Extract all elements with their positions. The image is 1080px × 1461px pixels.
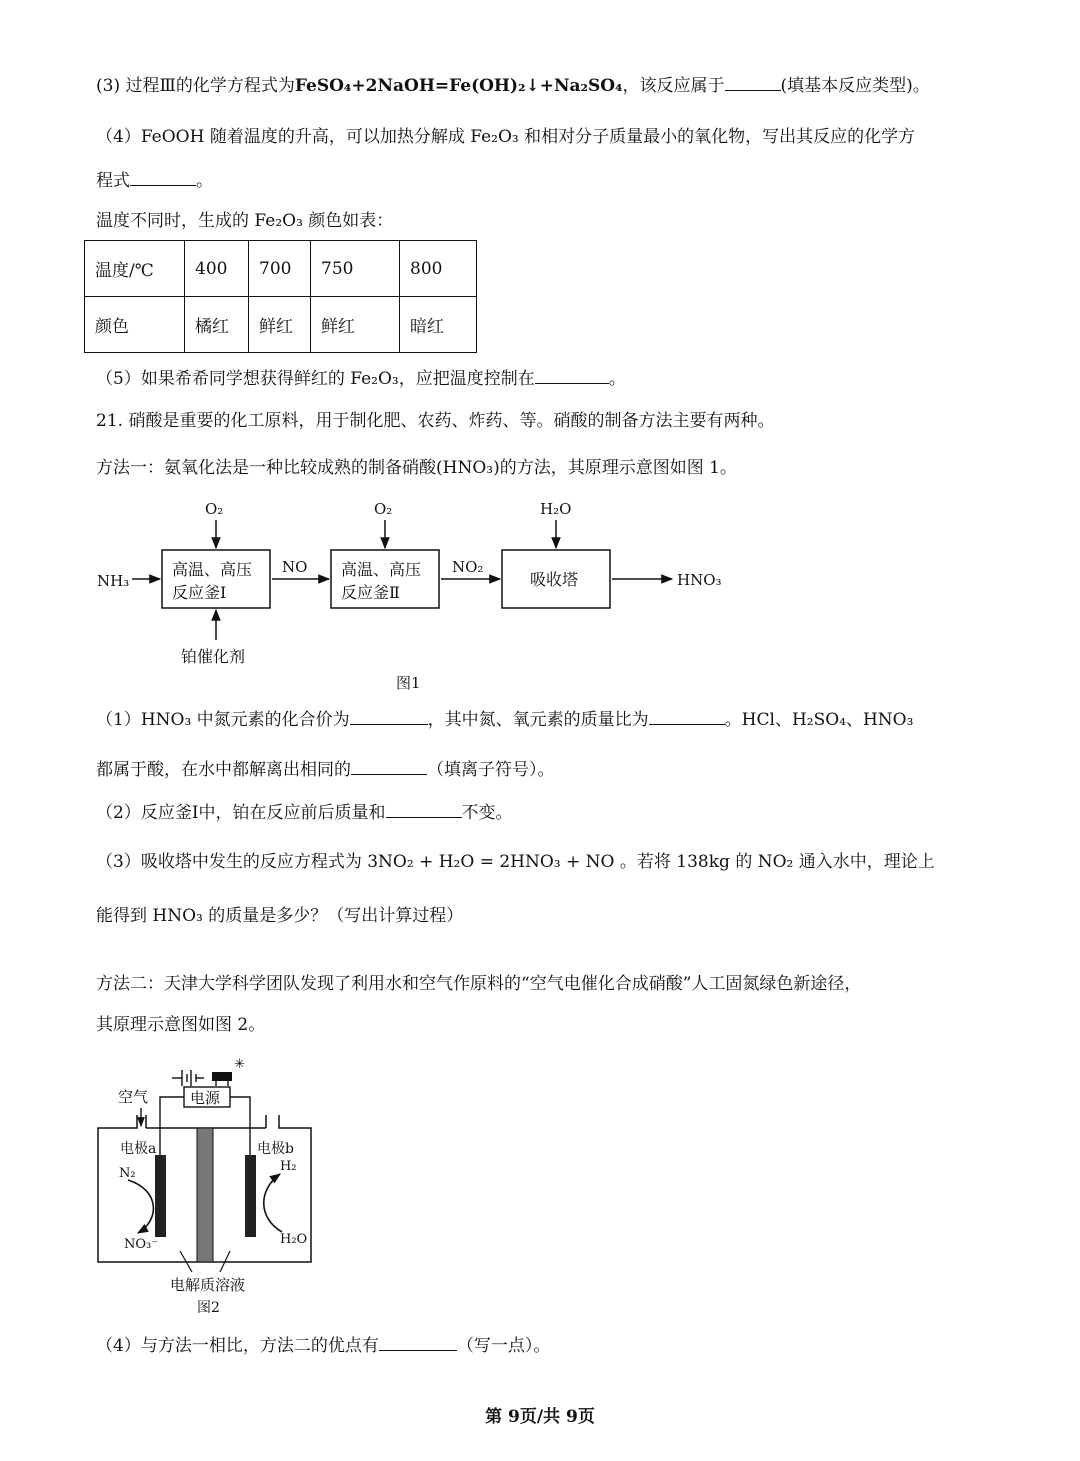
answer-blank[interactable] (350, 708, 428, 725)
q20-part3-equation: FeSO₄+2NaOH=Fe(OH)₂↓+Na₂SO₄ (294, 76, 623, 96)
answer-blank[interactable] (386, 801, 462, 818)
h2o-label-fig2: H₂O (280, 1232, 308, 1247)
air-label: 空气 (118, 1088, 149, 1106)
q21-part4-a: （4）与方法一相比，方法二的优点有 (96, 1336, 379, 1356)
q20-part5 (96, 367, 626, 391)
q21-part2-a: （2）反应釜Ⅰ中，铂在反应前后质量和 (96, 803, 386, 823)
h2o-label: H₂O (540, 500, 572, 518)
catalyst-label: 铂催化剂 (181, 647, 246, 666)
o2-label-1: O₂ (205, 500, 224, 518)
answer-blank[interactable] (130, 169, 196, 186)
table-cell: 橘红 (185, 297, 249, 353)
q21-part2-b: 不变。 (461, 803, 513, 823)
table-row (85, 241, 477, 297)
lamp-icon (212, 1057, 245, 1086)
table-cell: 400 (185, 241, 249, 297)
q21-method2: 方法二：天津大学科学团队发现了利用水和空气作原料的“空气电催化合成硝酸”人工固氮绿色新途径， (96, 974, 862, 994)
q20-part3-prefix: (3) 过程Ⅲ的化学方程式为 (96, 76, 295, 96)
answer-blank[interactable] (725, 74, 781, 91)
temperature-color-table (84, 240, 477, 353)
answer-blank[interactable] (649, 708, 725, 725)
wire-left (160, 1097, 184, 1155)
reactor-1-line2: 反应釜Ⅰ (172, 583, 227, 602)
wire-right (230, 1097, 250, 1155)
q21-intro: 21. 硝酸是重要的化工原料，用于制化肥、农药、炸药、等。硝酸的制备方法主要有两种。 (96, 411, 775, 431)
q21-part1-c: 。HCl、H₂SO₄、HNO₃ (724, 710, 914, 730)
q21-part1-b: ，其中氮、氧元素的质量比为 (427, 710, 649, 730)
table-row (85, 297, 477, 353)
h2-label: H₂ (280, 1159, 297, 1174)
electrode-a (155, 1155, 166, 1237)
q20-part3-tail: (填基本反应类型)。 (780, 76, 930, 96)
no2-label: NO₂ (452, 558, 484, 576)
arrow-h2o-to-h2 (264, 1174, 282, 1232)
figure2-electrolysis-diagram (0, 1050, 400, 1325)
table-cell: 750 (311, 241, 400, 297)
answer-blank[interactable] (535, 367, 609, 384)
q20-part5-end: 。 (608, 369, 626, 389)
svg-text:✳: ✳ (234, 1057, 245, 1072)
table-cell: 温度/℃ (85, 241, 185, 297)
power-label: 电源 (190, 1089, 221, 1107)
o2-label-2: O₂ (374, 500, 393, 518)
q21-part3: （3）吸收塔中发生的反应方程式为 3NO₂ + H₂O = 2HNO₃ + NO 。若将 138kg 的 NO₂ 通入水中，理论上 (96, 852, 935, 872)
q20-part4-end: 。 (196, 171, 213, 191)
answer-blank[interactable] (379, 1334, 457, 1351)
reactor-1-line1: 高温、高压 (172, 560, 253, 579)
figure2-caption: 图2 (197, 1300, 220, 1316)
q21-part1-cont (96, 758, 555, 782)
figure1-caption: 图1 (396, 674, 421, 692)
table-cell: 700 (249, 241, 311, 297)
electrolyte-label: 电解质溶液 (170, 1276, 246, 1294)
battery-icon (172, 1070, 204, 1086)
q20-part3 (96, 74, 930, 98)
table-cell: 暗红 (400, 297, 477, 353)
electrode-b-label: 电极b (257, 1141, 294, 1157)
q21-part1-a: （1）HNO₃ 中氮元素的化合价为 (96, 710, 350, 730)
q21-part3-cont: 能得到 HNO₃ 的质量是多少？（写出计算过程） (96, 906, 464, 926)
figure1-flow-diagram (0, 490, 1080, 700)
arrow-n2-to-no3 (128, 1180, 153, 1233)
q20-part3-suffix: ，该反应属于 (622, 76, 725, 96)
q20-part4 (96, 125, 915, 149)
q21-part4-b: （写一点）。 (456, 1336, 551, 1356)
q20-part4-text: （4）FeOOH 随着温度的升高，可以加热分解成 Fe₂O₃ 和相对分子质量最小的氧化物，写出其反应的化学方 (96, 127, 916, 147)
q21-part1-d: 都属于酸，在水中都解离出相同的 (96, 760, 351, 780)
q21-method2-cont: 其原理示意图如图 2。 (96, 1015, 266, 1035)
table-cell: 鲜红 (249, 297, 311, 353)
no3-label: NO₃⁻ (124, 1237, 159, 1252)
reactor-2-line1: 高温、高压 (341, 560, 422, 579)
electrode-a-label: 电极a (120, 1141, 157, 1157)
q21-part1-e: （填离子符号）。 (427, 760, 555, 780)
q21-part2 (96, 801, 513, 825)
q21-part1 (96, 708, 913, 732)
q21-part4 (96, 1334, 550, 1358)
absorber-label: 吸收塔 (530, 570, 579, 589)
no-label: NO (282, 558, 308, 576)
page-footer: 第 9页/共 9页 (485, 1407, 595, 1427)
hno3-label: HNO₃ (677, 571, 722, 589)
q20-part4-cont-text: 程式 (96, 171, 130, 191)
q20-part5-text: （5）如果希希同学想获得鲜红的 Fe₂O₃，应把温度控制在 (96, 369, 535, 389)
table-cell: 鲜红 (311, 297, 400, 353)
nh3-label: NH₃ (97, 572, 130, 590)
answer-blank[interactable] (351, 758, 427, 775)
table-cell: 800 (400, 241, 477, 297)
electrode-b (245, 1155, 256, 1237)
q20-part4-cont (96, 169, 213, 193)
reactor-2-line2: 反应釜Ⅱ (341, 583, 400, 602)
table-intro: 温度不同时，生成的 Fe₂O₃ 颜色如表： (96, 211, 394, 231)
membrane (197, 1128, 213, 1262)
q21-method1: 方法一：氨氧化法是一种比较成熟的制备硝酸(HNO₃)的方法，其原理示意图如图 1。 (96, 458, 737, 478)
n2-label: N₂ (119, 1166, 136, 1181)
table-cell: 颜色 (85, 297, 185, 353)
